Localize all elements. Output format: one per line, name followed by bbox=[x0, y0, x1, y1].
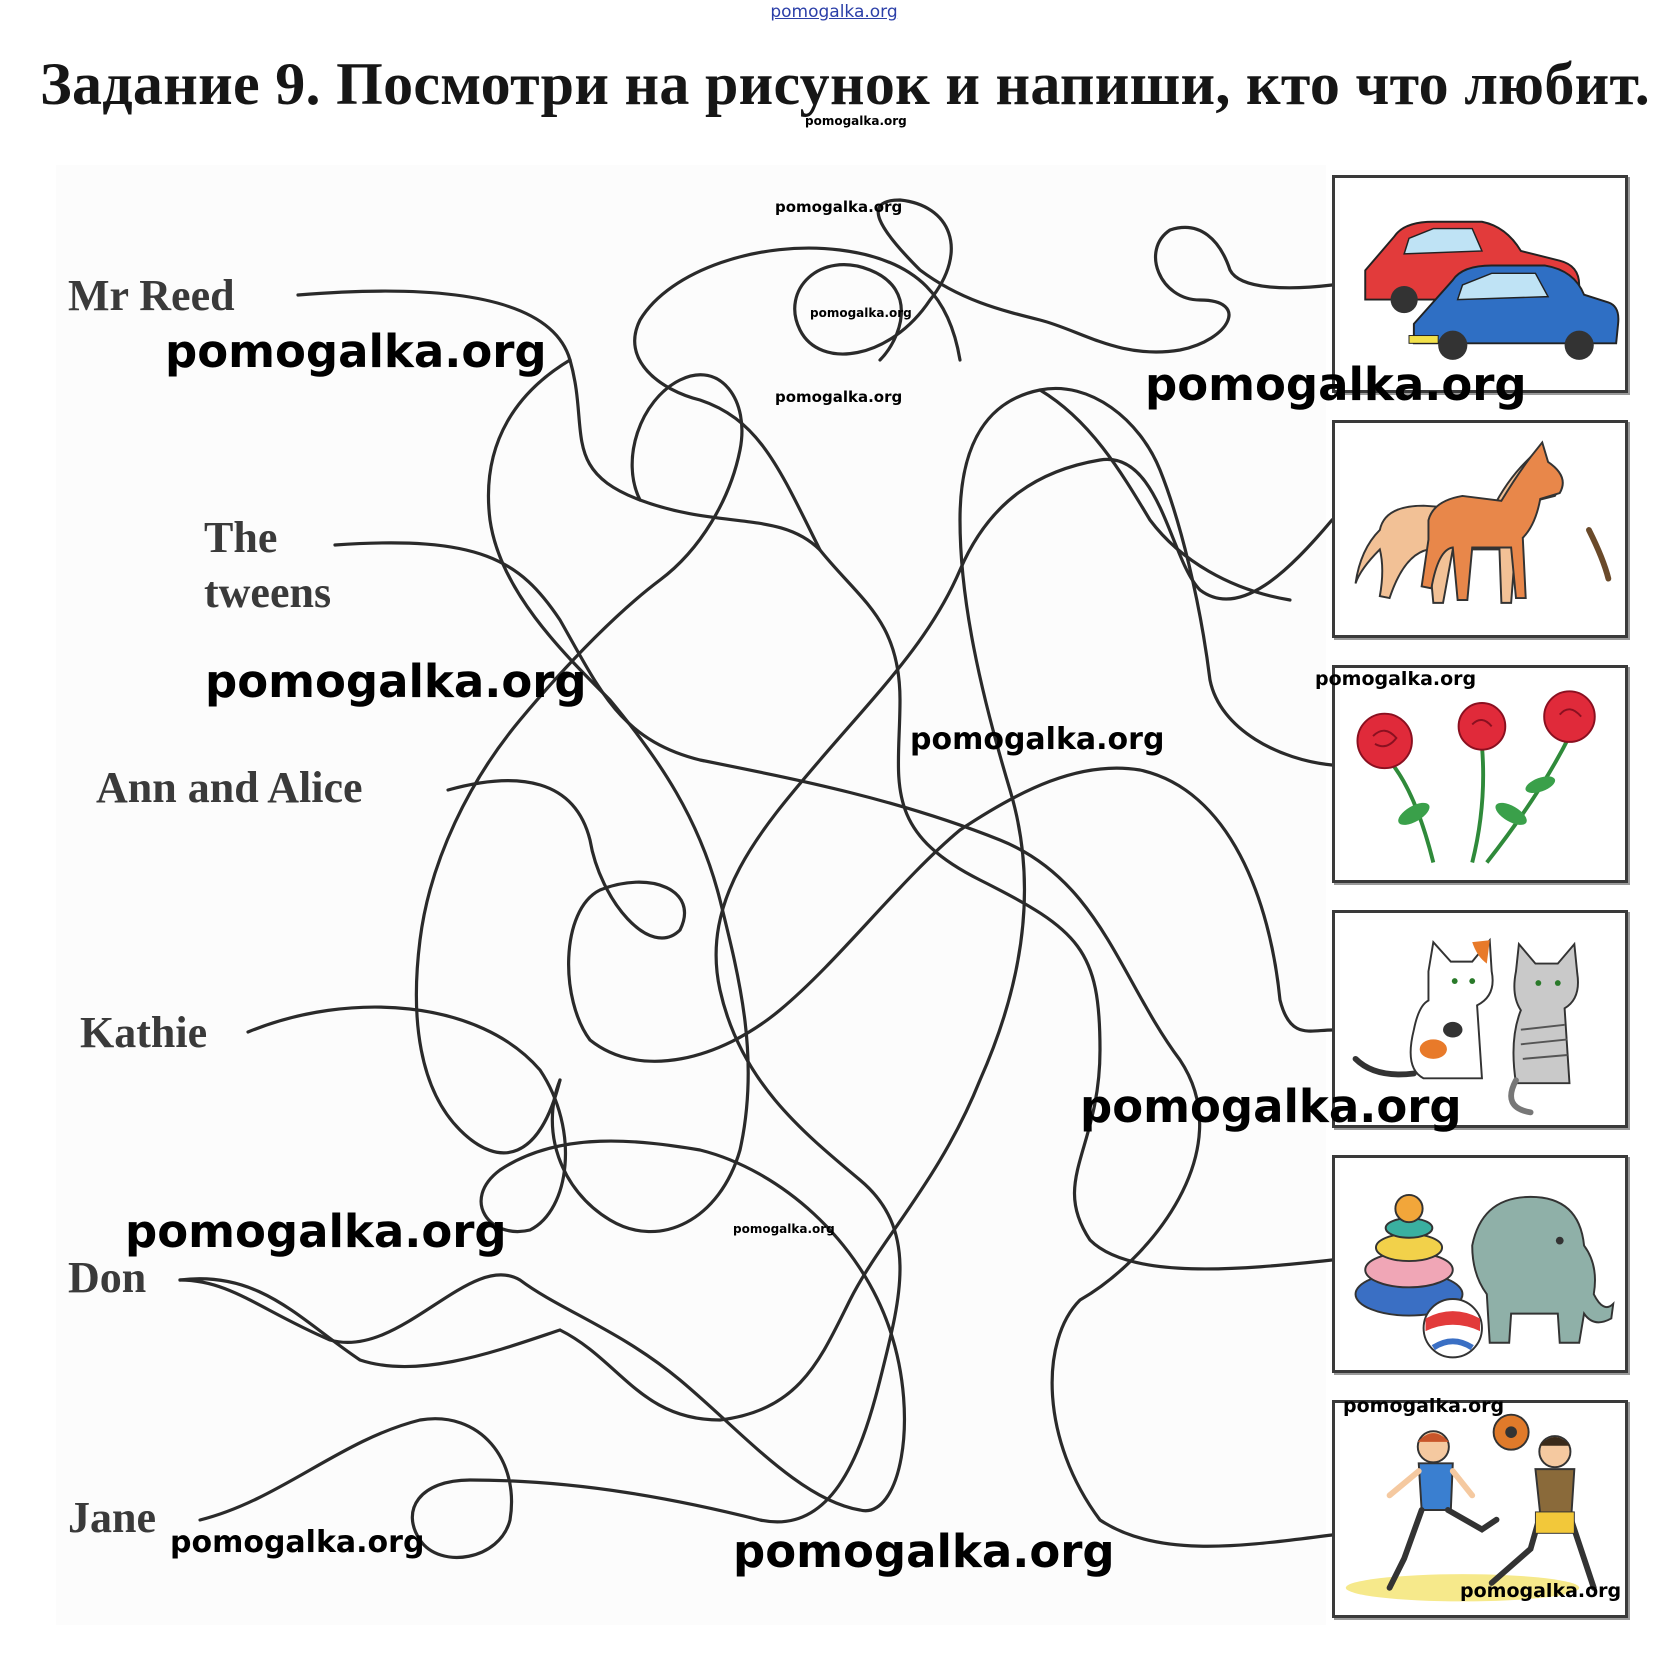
line-inner-loop-d bbox=[1040, 390, 1290, 600]
watermark: pomogalka.org bbox=[775, 198, 903, 216]
line-ann-alice bbox=[448, 768, 1332, 1061]
watermark: pomogalka.org bbox=[805, 114, 907, 128]
picture-toys bbox=[1332, 1155, 1628, 1373]
watermark: pomogalka.org bbox=[170, 1525, 425, 1560]
watermark: pomogalka.org bbox=[810, 306, 912, 320]
watermark: pomogalka.org bbox=[165, 325, 547, 378]
name-ann-and-alice: Ann and Alice bbox=[96, 763, 363, 812]
watermark: pomogalka.org bbox=[1460, 1580, 1622, 1602]
watermark: pomogalka.org bbox=[1080, 1080, 1462, 1133]
roses-icon bbox=[1335, 668, 1625, 880]
line-kathie bbox=[180, 1007, 904, 1511]
exercise-title: Задание 9. Посмотри на рисунок и напиши, кто что любит. bbox=[40, 51, 1651, 117]
watermark: pomogalka.org bbox=[733, 1222, 835, 1236]
watermark: pomogalka.org bbox=[205, 655, 587, 708]
horses-icon bbox=[1335, 423, 1625, 635]
line-loop-cars bbox=[795, 200, 1332, 360]
watermark: pomogalka.org bbox=[910, 722, 1165, 757]
watermark: pomogalka.org bbox=[1145, 358, 1527, 411]
watermark: pomogalka.org bbox=[1343, 1395, 1505, 1417]
watermark: pomogalka.org bbox=[125, 1205, 507, 1258]
name-mr-reed: Mr Reed bbox=[68, 271, 235, 320]
line-inner-loop-b bbox=[416, 375, 742, 1153]
picture-roses bbox=[1332, 665, 1628, 883]
watermark: pomogalka.org bbox=[1315, 668, 1477, 690]
name-the-tweens-text: The tweens bbox=[204, 513, 332, 617]
site-link[interactable]: pomogalka.org bbox=[770, 2, 898, 22]
name-don: Don bbox=[68, 1253, 147, 1302]
picture-horses bbox=[1332, 420, 1628, 638]
toys-icon bbox=[1335, 1158, 1625, 1370]
watermark: pomogalka.org bbox=[733, 1525, 1115, 1578]
name-kathie: Kathie bbox=[80, 1008, 208, 1057]
name-the-tweens bbox=[204, 510, 331, 620]
name-jane: Jane bbox=[68, 1493, 156, 1542]
watermark: pomogalka.org bbox=[775, 388, 903, 406]
